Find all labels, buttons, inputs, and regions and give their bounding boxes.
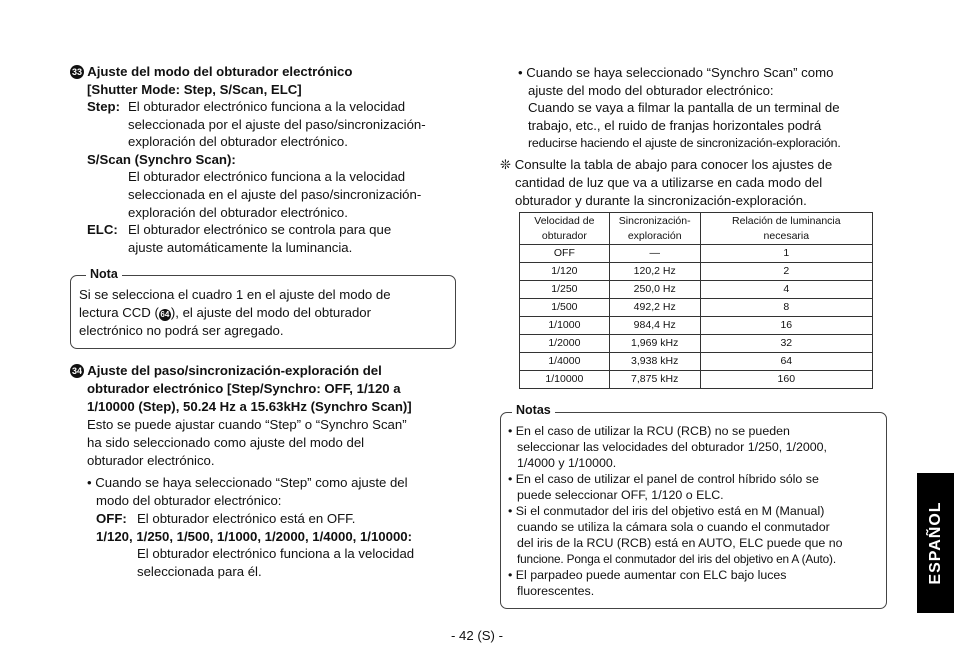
table-cell: 120,2 Hz	[609, 263, 700, 281]
speeds-label: 1/120, 1/250, 1/500, 1/1000, 1/2000, 1/4000, 1/10000:	[96, 529, 413, 544]
consult-text: cantidad de luz que va a utilizarse en cada modo del	[515, 175, 823, 190]
sscan-label: S/Scan (Synchro Scan):	[87, 152, 236, 167]
notas-line: • En el caso de utilizar el panel de control híbrido sólo se	[508, 472, 819, 486]
off-label: OFF:	[96, 511, 127, 526]
synchro-bullet: ajuste del modo del obturador electrónico:	[528, 83, 774, 98]
luminance-table	[519, 212, 873, 389]
sscan-text: seleccionada en el ajuste del paso/sincronización-	[128, 187, 422, 202]
synchro-bullet: Cuando se vaya a filmar la pantalla de un terminal de	[528, 100, 840, 115]
notas-line: • En el caso de utilizar la RCU (RCB) no se pueden	[508, 424, 790, 438]
table-row	[520, 317, 873, 335]
section-34-text: ha sido seleccionado como ajuste del modo del	[87, 435, 365, 450]
table-cell: —	[609, 245, 700, 263]
table-row	[520, 263, 873, 281]
elc-text: El obturador electrónico se controla para que	[128, 222, 392, 237]
notas-line: seleccionar las velocidades del obturador 1/250, 1/2000,	[517, 440, 827, 454]
step-label: Step:	[87, 99, 120, 114]
sscan-text: El obturador electrónico funciona a la velocidad	[128, 169, 406, 184]
table-header-row	[520, 213, 873, 245]
section-34-title: obturador electrónico [Step/Synchro: OFF, 1/120 a	[87, 381, 401, 396]
notas-line: • El parpadeo puede aumentar con ELC bajo luces	[508, 568, 787, 582]
table-cell: 984,4 Hz	[609, 317, 700, 335]
nota-text: electrónico no podrá ser agregado.	[79, 323, 284, 338]
table-row	[520, 335, 873, 353]
step-text: El obturador electrónico funciona a la velocidad	[128, 99, 406, 114]
section-33-title: 33 Ajuste del modo del obturador electrónico	[71, 64, 353, 79]
synchro-bullet: trabajo, etc., el ruido de franjas horizontales podrá	[528, 118, 822, 133]
step-bullet: • Cuando se haya seleccionado “Step” como ajuste del	[87, 475, 408, 490]
sscan-text: exploración del obturador electrónico.	[128, 205, 348, 220]
synchro-bullet: • Cuando se haya seleccionado “Synchro Scan” como	[518, 65, 834, 80]
table-cell: 160	[700, 371, 872, 389]
consult-text: obturador y durante la sincronización-exploración.	[515, 193, 807, 208]
section-34-title: 34 Ajuste del paso/sincronización-exploración del	[71, 363, 382, 378]
notas-line: funcione. Ponga el conmutador del iris del objetivo en A (Auto).	[517, 552, 836, 566]
notas-line: del iris de la RCU (RCB) está en AUTO, ELC puede que no	[517, 536, 843, 550]
step-text: exploración del obturador electrónico.	[128, 134, 348, 149]
table-cell: 250,0 Hz	[609, 281, 700, 299]
page-number: - 42 (S) -	[450, 628, 504, 643]
elc-text: ajuste automáticamente la luminancia.	[128, 240, 353, 255]
section-number-34: 34	[71, 366, 82, 376]
table-cell: 492,2 Hz	[609, 299, 700, 317]
table-cell: 8	[700, 299, 872, 317]
notas-line: puede seleccionar OFF, 1/120 o ELC.	[517, 488, 724, 502]
table-header-cell: Velocidad de obturador	[520, 213, 610, 245]
table-cell: 1/10000	[520, 371, 610, 389]
section-34-text: obturador electrónico.	[87, 453, 215, 468]
language-tab	[917, 473, 954, 613]
step-bullet: modo del obturador electrónico:	[96, 493, 282, 508]
table-cell: 1	[700, 245, 872, 263]
table-cell: 1/120	[520, 263, 610, 281]
speeds-text: seleccionada para él.	[137, 564, 262, 579]
ref-number-64: 64	[160, 310, 170, 319]
notas-label: Notas	[512, 403, 555, 417]
notas-line: 1/4000 y 1/10000.	[517, 456, 617, 470]
language-tab-label: ESPAÑOL	[926, 501, 944, 585]
table-cell: 1/4000	[520, 353, 610, 371]
table-cell: 1/1000	[520, 317, 610, 335]
table-header-cell: Relación de luminancia necesaria	[700, 213, 872, 245]
step-text: seleccionada por el ajuste del paso/sincronización-	[128, 117, 426, 132]
table-row	[520, 353, 873, 371]
elc-label: ELC:	[87, 222, 118, 237]
off-text: El obturador electrónico está en OFF.	[137, 511, 356, 526]
notas-line: fluorescentes.	[517, 584, 595, 598]
section-33-subtitle: [Shutter Mode: Step, S/Scan, ELC]	[87, 82, 302, 97]
table-row	[520, 245, 873, 263]
table-cell: 1/500	[520, 299, 610, 317]
synchro-bullet: reducirse haciendo el ajuste de sincronización-exploración.	[528, 136, 841, 150]
table-cell: 64	[700, 353, 872, 371]
table-cell: 1,969 kHz	[609, 335, 700, 353]
consult-text: ❊ Consulte la tabla de abajo para conocer los ajustes de	[500, 157, 833, 172]
table-cell: OFF	[520, 245, 610, 263]
notas-list	[508, 423, 843, 599]
section-34-text: Esto se puede ajustar cuando “Step” o “Synchro Scan”	[87, 417, 407, 432]
table-cell: 16	[700, 317, 872, 335]
speeds-text: El obturador electrónico funciona a la velocidad	[137, 546, 415, 561]
table-cell: 2	[700, 263, 872, 281]
table-cell: 32	[700, 335, 872, 353]
nota-text: lectura CCD ( 64 ), el ajuste del modo del obturador	[79, 305, 372, 320]
table-cell: 3,938 kHz	[609, 353, 700, 371]
nota-text: Si se selecciona el cuadro 1 en el ajuste del modo de	[79, 287, 391, 302]
table-cell: 1/250	[520, 281, 610, 299]
section-number-33: 33	[71, 67, 82, 77]
table-cell: 7,875 kHz	[609, 371, 700, 389]
nota-label: Nota	[86, 267, 122, 281]
table-row	[520, 299, 873, 317]
section-34-title: 1/10000 (Step), 50.24 Hz a 15.63kHz (Synchro Scan)]	[87, 399, 412, 414]
table-cell: 4	[700, 281, 872, 299]
table-row	[520, 371, 873, 389]
notas-line: cuando se utiliza la cámara sola o cuando el conmutador	[517, 520, 830, 534]
table-cell: 1/2000	[520, 335, 610, 353]
notas-line: • Si el conmutador del iris del objetivo está en M (Manual)	[508, 504, 825, 518]
table-row	[520, 281, 873, 299]
table-header-cell: Sincronización- exploración	[609, 213, 700, 245]
